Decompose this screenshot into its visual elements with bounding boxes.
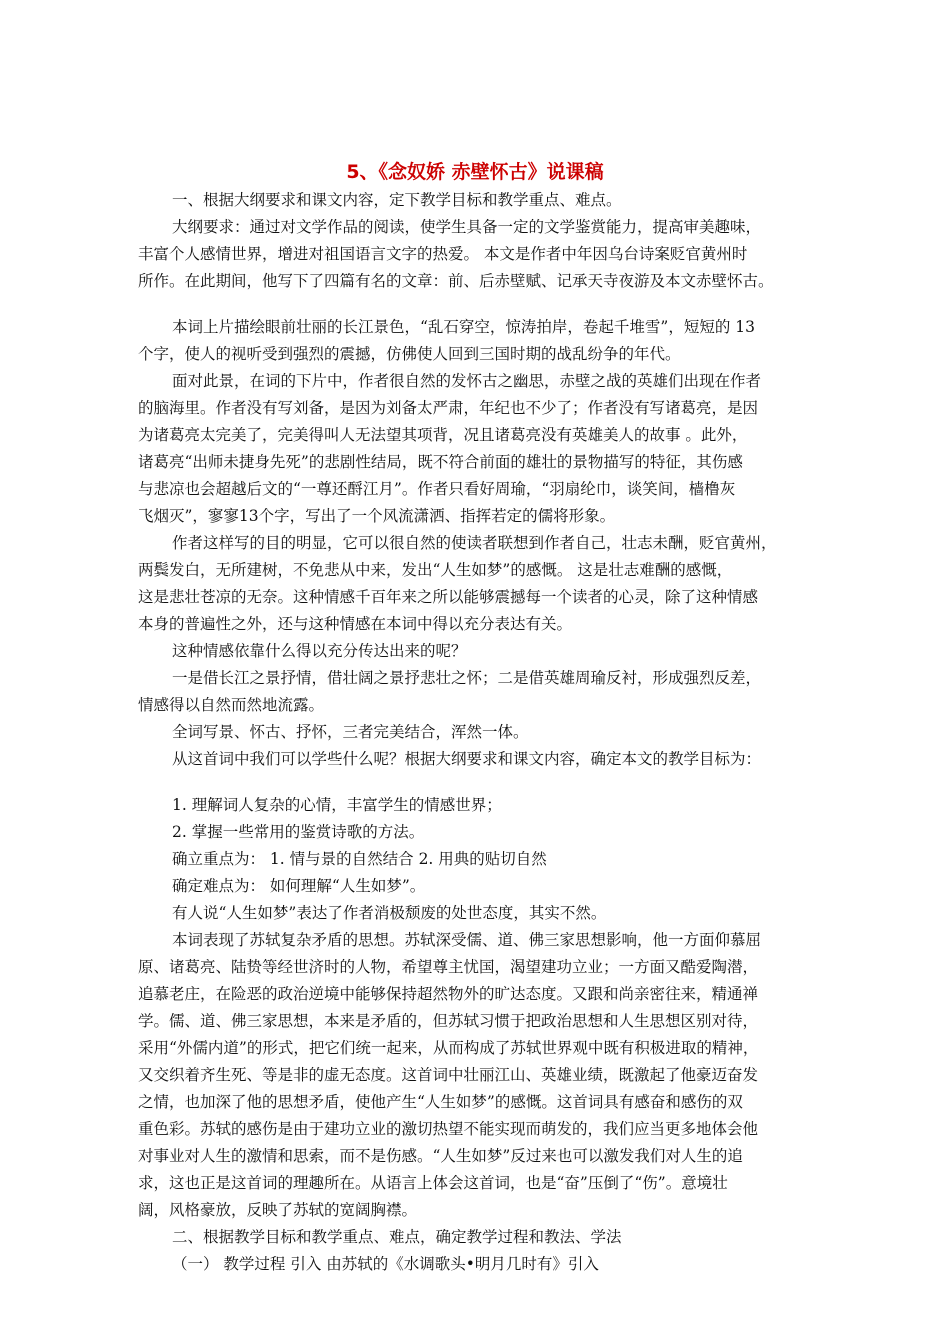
key-points-line: 确立重点为： 1. 情与景的自然结合 2. 用典的贴切自然 — [172, 850, 547, 868]
paragraph-line: 学。儒、道、佛三家思想，本来是矛盾的，但苏轼习惯于把政治思想和人生思想区别对待， — [138, 1012, 759, 1030]
objective-item: 2. 掌握一些常用的鉴赏诗歌的方法。 — [172, 823, 425, 841]
paragraph-line: 为诸葛亮太完美了，完美得叫人无法望其项背，况且诸葛亮没有英雄美人的故事 。此外， — [138, 426, 748, 444]
paragraph-line: 情感得以自然而然地流露。 — [138, 696, 325, 714]
paragraph-line: 面对此景，在词的下片中，作者很自然的发怀古之幽思，赤壁之战的英雄们出现在作者 — [172, 372, 762, 390]
paragraph-line: 与悲凉也会超越后文的“一尊还酹江月”。作者只看好周瑜，“羽扇纶巾，谈笑间，樯橹灰 — [138, 480, 736, 498]
paragraph-line: 丰富个人感情世界，增进对祖国语言文字的热爱。 本文是作者中年因乌台诗案贬官黄州时 — [138, 245, 748, 263]
section-heading: 二、根据教学目标和教学重点、难点，确定教学过程和教法、学法 — [172, 1228, 622, 1246]
paragraph-line: 两鬓发白，无所建树，不免悲从中来，发出“人生如梦”的感慨。 这是壮志难酬的感慨， — [138, 561, 733, 579]
paragraph-line: 这种情感依靠什么得以充分传达出来的呢？ — [172, 642, 467, 660]
paragraph-line: 全词写景、怀古、抒怀，三者完美结合，浑然一体。 — [172, 723, 529, 741]
paragraph-line: 原、诸葛亮、陆贽等经世济时的人物，希望尊主忧国，渴望建功立业；一方面又酷爱陶潜， — [138, 958, 759, 976]
document-title: 5、《念奴娇 赤壁怀古》说课稿 — [346, 161, 604, 183]
difficulty-line: 确定难点为： 如何理解“人生如梦”。 — [172, 877, 426, 895]
paragraph-line: 之情，也加深了他的思想矛盾，使他产生“人生如梦”的感慨。这首词具有感奋和感伤的双 — [138, 1093, 743, 1111]
paragraph-line: 一是借长江之景抒情，借壮阔之景抒悲壮之怀；二是借英雄周瑜反衬，形成强烈反差， — [172, 669, 762, 687]
objective-item: 1. 理解词人复杂的心情，丰富学生的情感世界； — [172, 796, 502, 814]
paragraph-line: 有人说“人生如梦”表达了作者消极颓废的处世态度，其实不然。 — [172, 904, 607, 922]
paragraph-line: 阔，风格豪放，反映了苏轼的宽阔胸襟。 — [138, 1201, 418, 1219]
paragraph-line: （一） 教学过程 引入 由苏轼的《水调歌头•明月几时有》引入 — [172, 1255, 599, 1273]
paragraph-line: 采用“外儒内道”的形式，把它们统一起来，从而构成了苏轼世界观中既有积极进取的精神， — [138, 1039, 759, 1057]
paragraph-line: 作者这样写的目的明显，它可以很自然的使读者联想到作者自己，壮志未酬，贬官黄州， — [172, 534, 777, 552]
paragraph-line: 追慕老庄，在险恶的政治逆境中能够保持超然物外的旷达态度。又跟和尚亲密往来，精通禅 — [138, 985, 759, 1003]
paragraph-line: 一、根据大纲要求和课文内容，定下教学目标和教学重点、难点。 — [172, 191, 622, 209]
paragraph-line: 所作。在此期间，他写下了四篇有名的文章：前、后赤壁赋、记承天寺夜游及本文赤壁怀古。 — [138, 272, 774, 290]
paragraph-line: 这是悲壮苍凉的无奈。这种情感千百年来之所以能够震撼每一个读者的心灵，除了这种情感 — [138, 588, 759, 606]
paragraph-line: 又交织着齐生死、等是非的虚无态度。这首词中壮丽江山、英雄业绩，既激起了他豪迈奋发 — [138, 1066, 759, 1084]
paragraph-line: 飞烟灭”，寥寥13个字，写出了一个风流潇洒、指挥若定的儒将形象。 — [138, 507, 616, 525]
paragraph-line: 本身的普遍性之外，还与这种情感在本词中得以充分表达有关。 — [138, 615, 573, 633]
paragraph-line: 重色彩。苏轼的感伤是由于建功立业的激切热望不能实现而萌发的，我们应当更多地体会他 — [138, 1120, 759, 1138]
paragraph-line: 本词上片描绘眼前壮丽的长江景色，“乱石穿空，惊涛拍岸，卷起千堆雪”，短短的 13 — [172, 318, 756, 336]
paragraph-line: 对事业对人生的激情和思索，而不是伤感。“人生如梦”反过来也可以激发我们对人生的追 — [138, 1147, 743, 1165]
paragraph-line: 的脑海里。作者没有写刘备，是因为刘备太严肃，年纪也不少了；作者没有写诸葛亮，是因 — [138, 399, 759, 417]
paragraph-line: 个字，使人的视听受到强烈的震撼，仿佛使人回到三国时期的战乱纷争的年代。 — [138, 345, 681, 363]
paragraph-line: 求，这也正是这首词的理趣所在。从语言上体会这首词，也是“奋”压倒了“伤”。意境壮 — [138, 1174, 728, 1192]
paragraph-line: 大纲要求：通过对文学作品的阅读，使学生具备一定的文学鉴赏能力，提高审美趣味， — [172, 218, 762, 236]
paragraph-line: 诸葛亮“出师未捷身先死”的悲剧性结局，既不符合前面的雄壮的景物描写的特征，其伤感 — [138, 453, 743, 471]
paragraph-line: 本词表现了苏轼复杂矛盾的思想。苏轼深受儒、道、佛三家思想影响，他一方面仰慕屈 — [172, 931, 762, 949]
paragraph-line: 从这首词中我们可以学些什么呢？根据大纲要求和课文内容，确定本文的教学目标为： — [172, 750, 762, 768]
